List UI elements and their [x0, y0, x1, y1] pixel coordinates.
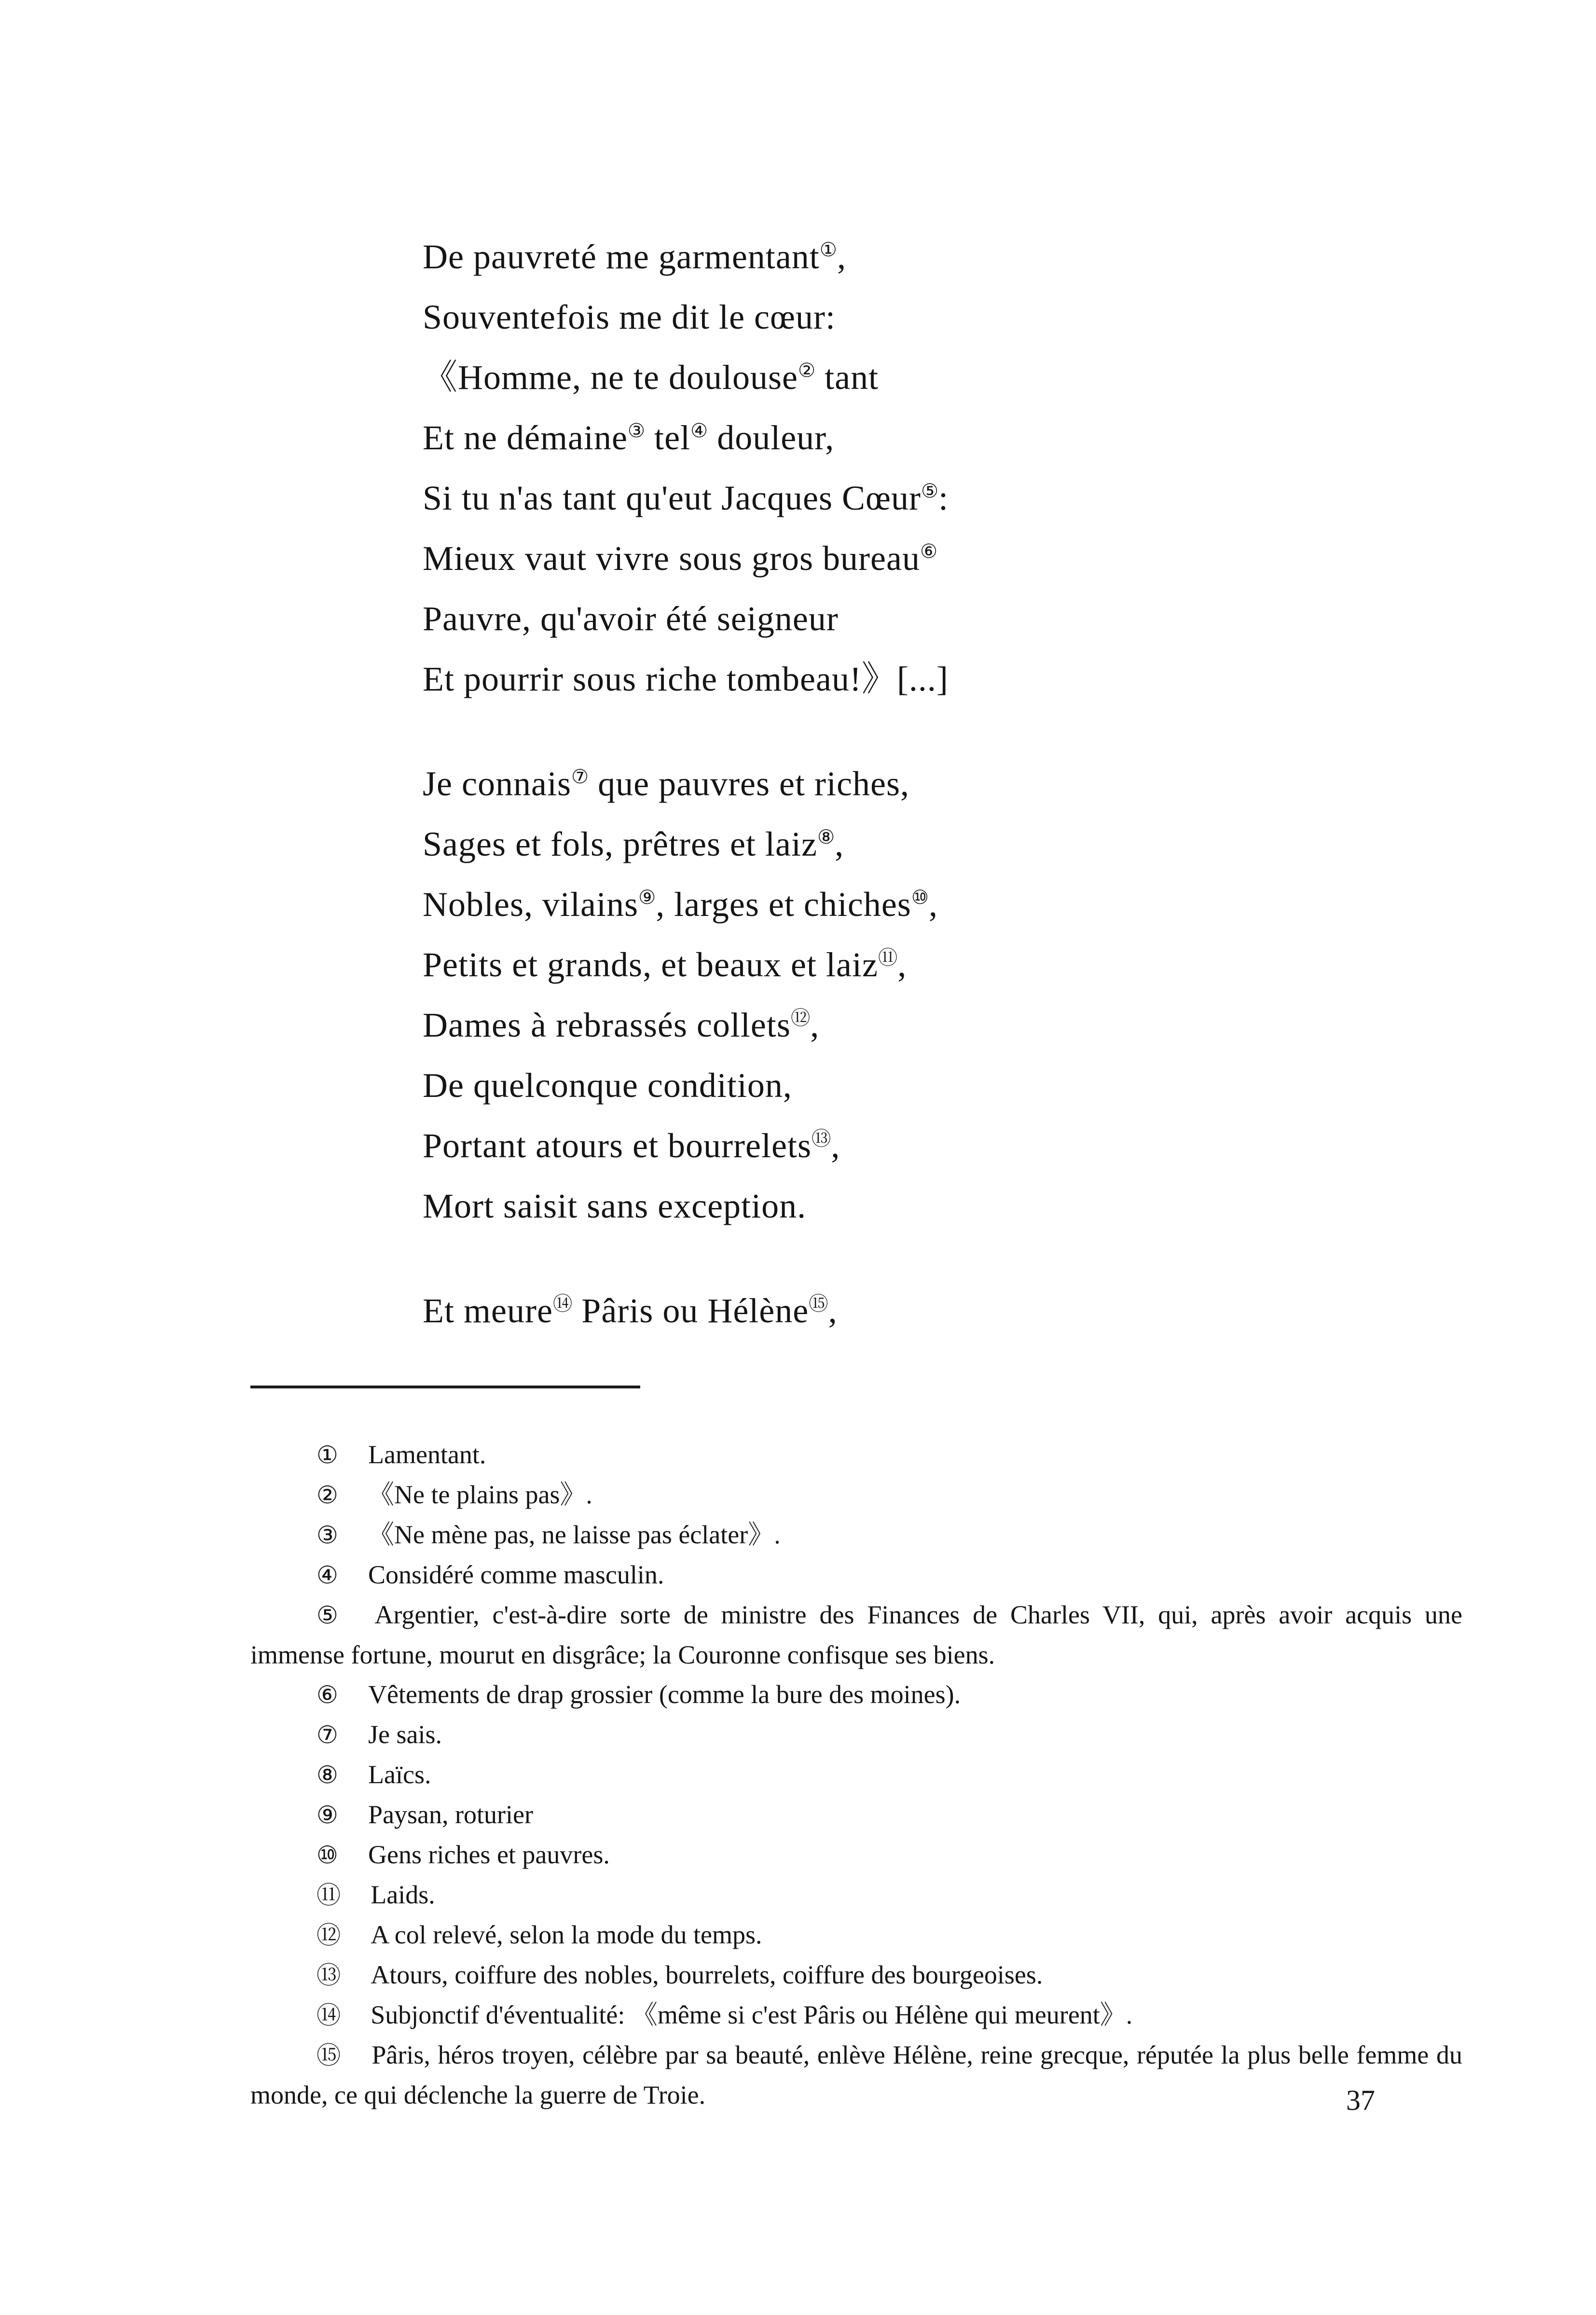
footnote-ref: ⑬ [811, 1127, 831, 1151]
footnote-ref: ⑩ [911, 886, 929, 909]
poem-line: Souventefois me dit le cœur: [423, 298, 836, 336]
footnote-ref: ⑧ [817, 826, 835, 849]
footnote-text: Vêtements de drap grossier (comme la bure des moines). [368, 1680, 961, 1709]
footnote-ref: ⑪ [878, 946, 898, 970]
footnote-marker: ⑧ [316, 1761, 339, 1789]
footnote-item [250, 1475, 1462, 1515]
footnote-text: Gens riches et pauvres. [368, 1840, 610, 1869]
footnote-item [250, 1595, 1462, 1675]
footnote-text: Considéré comme masculin. [368, 1560, 664, 1589]
footnote-text: A col relevé, selon la mode du temps. [371, 1920, 762, 1949]
poem-line: Dames à rebrassés collets⑫, [423, 1006, 820, 1044]
poem-line: Portant atours et bourrelets⑬, [423, 1126, 840, 1165]
poem-line: Mort saisit sans exception. [423, 1187, 807, 1225]
footnote-ref: ⑦ [571, 765, 589, 789]
footnote-marker: ⑬ [316, 1961, 341, 1989]
footnote-item [250, 1795, 1462, 1835]
footnote-marker: ⑭ [316, 2001, 341, 2029]
footnote-item [250, 1835, 1462, 1875]
footnote-text: Atours, coiffure des nobles, bourrelets, coiffure des bourgeoises. [371, 1960, 1043, 1989]
footnote-ref: ⑭ [552, 1292, 573, 1316]
footnote-text: Paysan, roturier [368, 1800, 533, 1829]
footnote-marker: ⑩ [316, 1841, 339, 1869]
footnote-marker: ⑨ [316, 1801, 339, 1829]
poem-line: 《Homme, ne te doulouse② tant [423, 358, 879, 397]
footnote-ref: ⑥ [920, 540, 938, 563]
footnote-item [250, 1435, 1462, 1475]
footnote-item [250, 1555, 1462, 1595]
footnote-text: Lamentant. [368, 1440, 486, 1469]
poem-line: Petits et grands, et beaux et laiz⑪, [423, 945, 907, 984]
footnote-item [250, 2035, 1462, 2115]
poem-stanza-2 [423, 754, 1596, 1236]
poem [423, 227, 1596, 1341]
footnote-marker: ④ [316, 1561, 339, 1589]
footnote-ref: ⑨ [638, 886, 656, 909]
footnote-ref: ② [798, 359, 816, 382]
poem-stanza-1 [423, 227, 1596, 709]
footnote-text: Je sais. [368, 1720, 442, 1749]
footnote-marker: ③ [316, 1521, 339, 1549]
footnote-text: 《Ne te plains pas》. [368, 1480, 592, 1509]
footnote-item [250, 1675, 1462, 1715]
footnote-ref: ① [819, 238, 837, 262]
footnote-marker: ⑮ [316, 2041, 342, 2069]
footnote-ref: ⑤ [921, 480, 939, 503]
poem-line: Et ne démaine③ tel④ douleur, [423, 418, 835, 457]
poem-line: Et pourrir sous riche tombeau!》[...] [423, 660, 949, 698]
footnote-marker: ⑪ [316, 1881, 341, 1909]
poem-line: De quelconque condition, [423, 1066, 792, 1105]
poem-line: De pauvreté me garmentant①, [423, 237, 846, 276]
poem-line: Et meure⑭ Pâris ou Hélène⑮, [423, 1291, 838, 1330]
footnote-text: Pâris, héros troyen, célèbre par sa beauté, enlève Hélène, reine grecque, réputée la plus belle femme du monde, ce qui déclenche la guerre de Troie. [250, 2040, 1462, 2109]
poem-line: Nobles, vilains⑨, larges et chiches⑩, [423, 885, 938, 924]
footnote-marker: ⑤ [316, 1601, 345, 1629]
footnote-item [250, 1515, 1462, 1555]
footnote-separator-rule [250, 1386, 640, 1388]
footnote-marker: ① [316, 1441, 339, 1469]
footnote-marker: ⑫ [316, 1921, 341, 1949]
footnote-marker: ⑦ [316, 1720, 339, 1749]
footnote-item [250, 1715, 1462, 1755]
footnote-ref: ⑮ [809, 1292, 828, 1316]
footnote-ref: ④ [690, 419, 708, 443]
footnote-item [250, 1955, 1462, 1995]
poem-line: Si tu n'as tant qu'eut Jacques Cœur⑤: [423, 479, 949, 517]
footnote-ref: ③ [627, 419, 646, 443]
footnote-text: Subjonctif d'éventualité: 《même si c'est Pâris ou Hélène qui meurent》. [371, 2000, 1133, 2029]
footnote-text: 《Ne mène pas, ne laisse pas éclater》. [368, 1520, 781, 1549]
footnote-item [250, 1755, 1462, 1795]
page-number: 37 [1346, 2084, 1375, 2116]
poem-line: Pauvre, qu'avoir été seigneur [423, 599, 839, 638]
poem-stanza-3 [423, 1281, 1596, 1341]
poem-line: Je connais⑦ que pauvres et riches, [423, 764, 909, 803]
footnote-item [250, 1915, 1462, 1955]
footnotes [250, 1435, 1462, 2115]
poem-line: Mieux vaut vivre sous gros bureau⑥ [423, 539, 938, 578]
poem-line: Sages et fols, prêtres et laiz⑧, [423, 825, 844, 863]
footnote-text: Laids. [371, 1880, 435, 1909]
footnote-marker: ⑥ [316, 1680, 339, 1709]
footnote-ref: ⑫ [790, 1007, 811, 1030]
footnote-marker: ② [316, 1481, 339, 1509]
footnote-text: Argentier, c'est-à-dire sorte de ministre des Finances de Charles VII, qui, après avoir acquis une immense fortune, mourut en disgrâce; la Couronne confisque ses biens. [250, 1600, 1462, 1669]
footnote-item [250, 1875, 1462, 1915]
footnote-text: Laïcs. [368, 1760, 431, 1789]
footnote-item [250, 1995, 1462, 2035]
